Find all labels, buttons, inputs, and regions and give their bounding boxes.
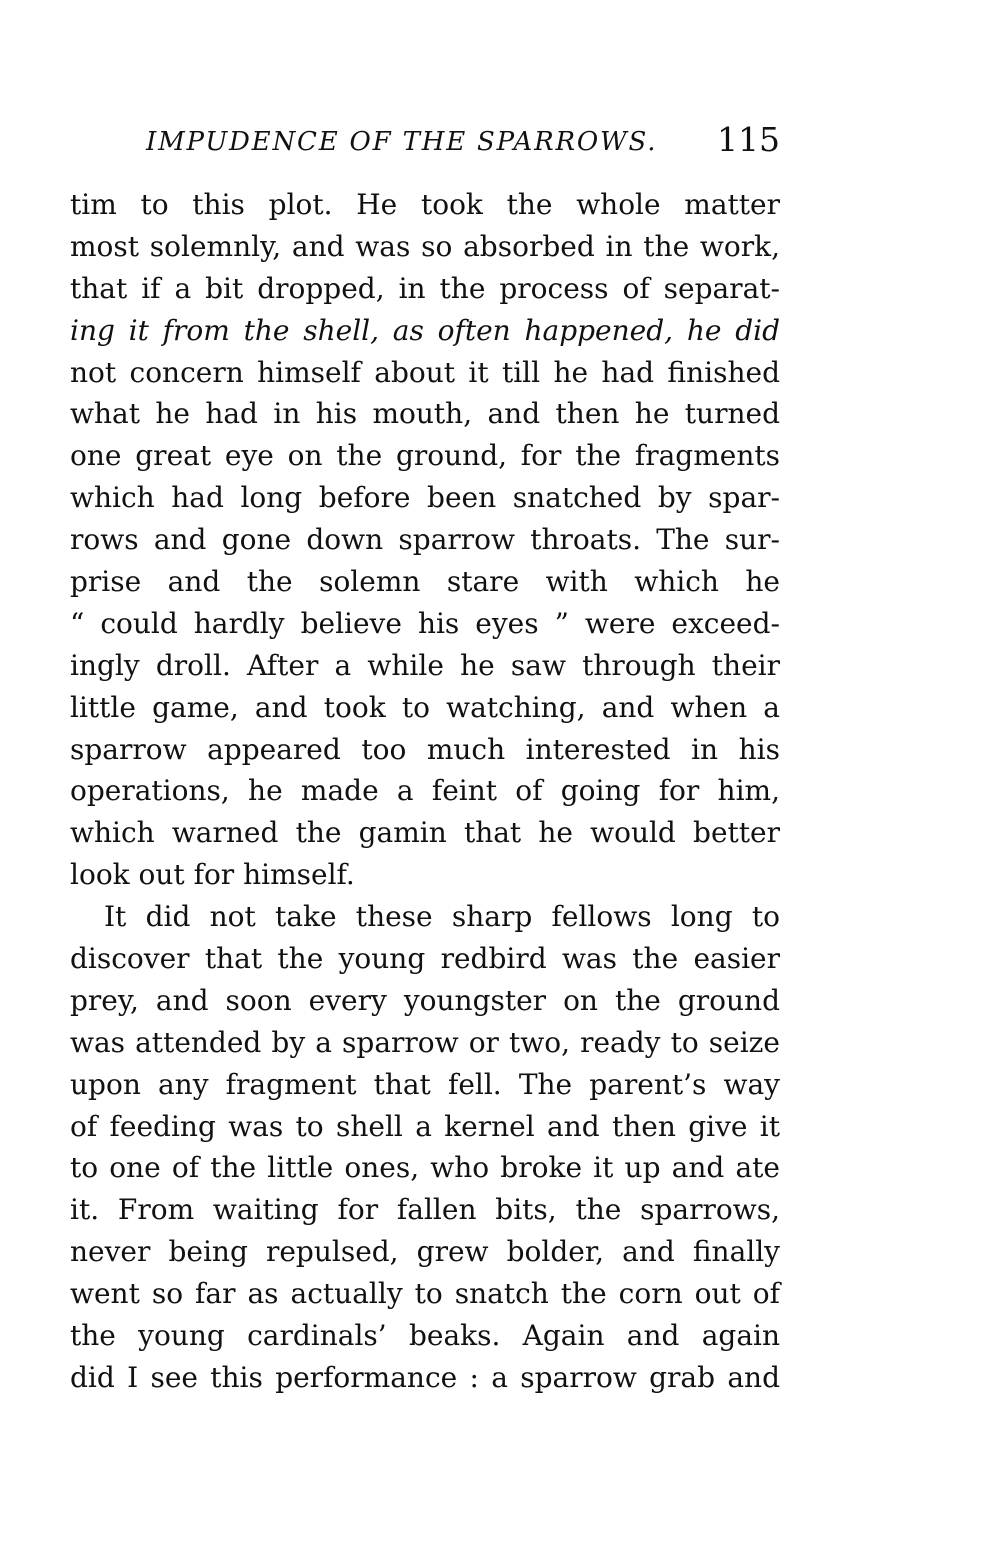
text-line: the young cardinals’ beaks. Again and again [70,1319,780,1353]
text-line: tim to this plot. He took the whole matter [70,188,780,221]
text-line: was attended by a sparrow or two, ready to seize [70,1025,780,1059]
text-line: did I see this performance : a sparrow grab and [70,1360,780,1394]
body-text [70,184,780,1399]
text-line: that if a bit dropped, in the process of separat- [70,271,780,305]
running-header [70,120,780,162]
text-line: upon any fragment that fell. The parent’s way [70,1067,780,1101]
text-line: of feeding was to shell a kernel and then give it [70,1109,780,1143]
paragraph-start-line: It did not take these sharp fellows long to [104,900,780,934]
text-line: discover that the young redbird was the easier [70,942,780,976]
text-line: ing it from the shell, as often happened, he did [70,313,780,347]
text-line: which warned the gamin that he would better [70,816,780,850]
text-line: ingly droll. After a while he saw through their [70,648,780,682]
page-number: 115 [717,120,780,159]
text-line: it. From waiting for fallen bits, the sparrows, [70,1193,780,1227]
text-line: little game, and took to watching, and when a [70,690,780,724]
text-line: went so far as actually to snatch the corn out of [70,1277,780,1311]
text-line: rows and gone down sparrow throats. The sur- [70,523,780,557]
text-line: sparrow appeared too much interested in his [70,732,780,766]
paragraph-end-line: look out for himself. [70,858,355,892]
text-line: to one of the little ones, who broke it up and ate [70,1151,780,1185]
text-line: “ could hardly believe his eyes ” were exceed- [70,606,780,640]
text-line: not concern himself about it till he had finished [70,355,780,389]
text-line: never being repulsed, grew bolder, and finally [70,1235,780,1269]
text-line: prise and the solemn stare with which he [70,565,780,599]
text-line: one great eye on the ground, for the fragments [70,439,780,473]
running-head-title: IMPUDENCE OF THE SPARROWS. [146,127,658,157]
text-line: operations, he made a feint of going for him, [70,774,780,808]
text-line: most solemnly, and was so absorbed in the work, [70,229,780,263]
text-line: what he had in his mouth, and then he turned [70,397,780,431]
text-line: which had long before been snatched by spar- [70,481,780,515]
text-line: prey, and soon every youngster on the ground [70,983,780,1017]
